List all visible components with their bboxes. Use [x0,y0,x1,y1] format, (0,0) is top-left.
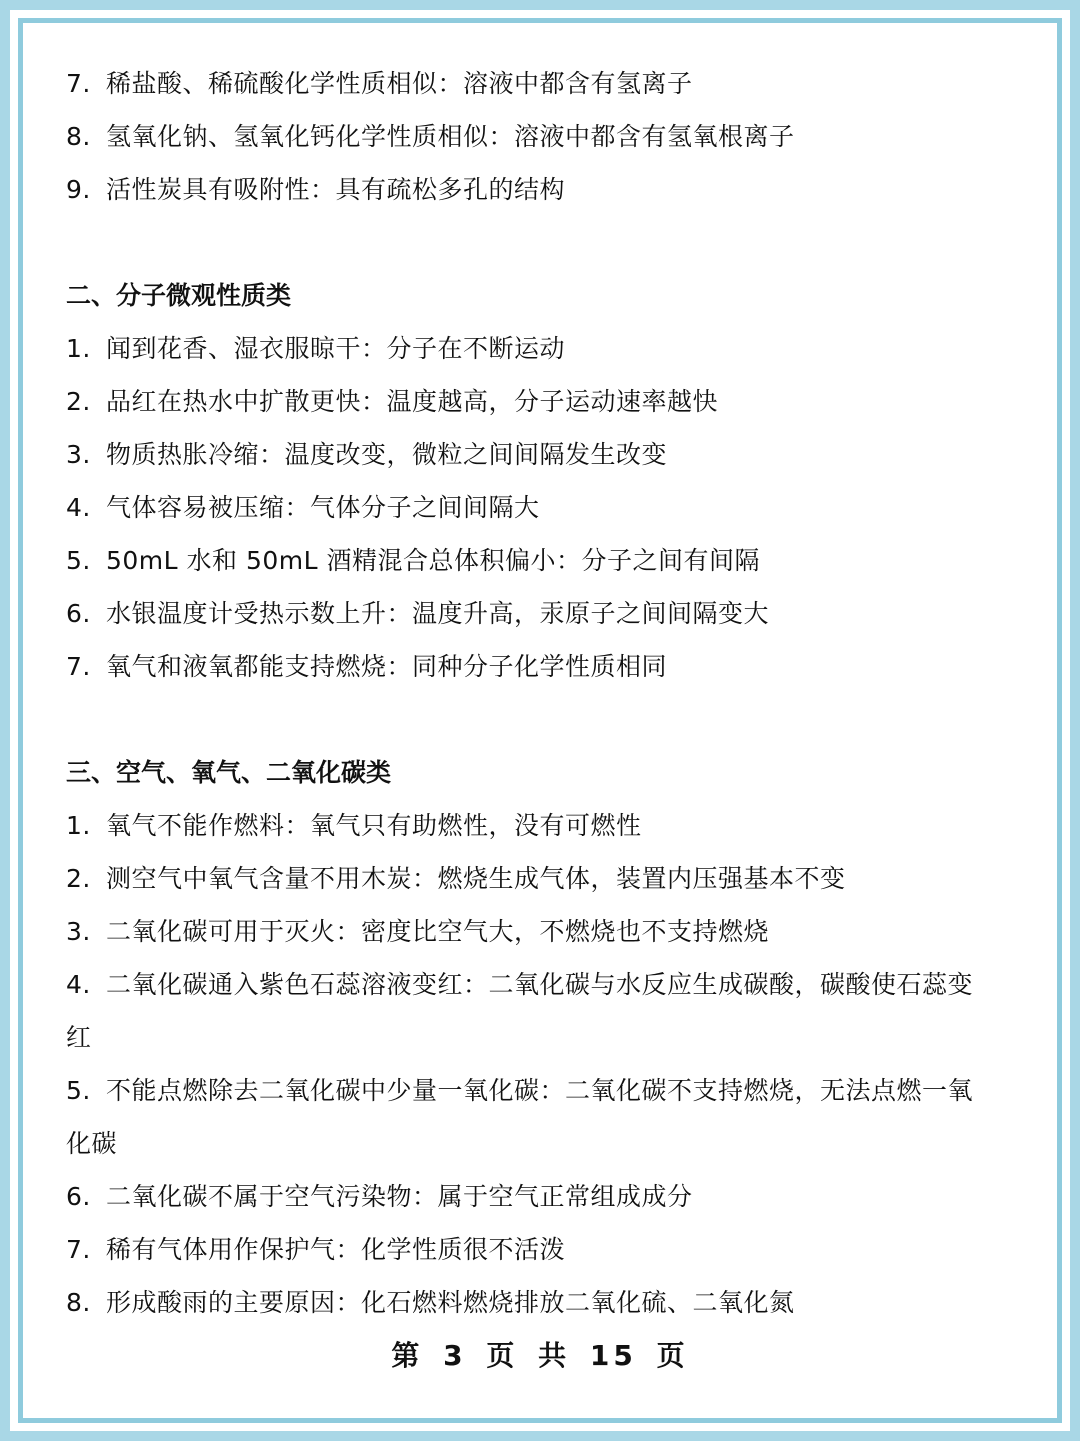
item-number: 6. [66,1182,91,1211]
list-item-continuation: 化碳 [66,1129,118,1158]
list-item [66,1064,1016,1117]
item-number: 2. [66,864,91,893]
list-item [66,799,1016,852]
list-item [66,375,1016,428]
item-number: 5. [66,1076,91,1105]
item-text: 二氧化碳通入紫色石蕊溶液变红：二氧化碳与水反应生成碳酸，碳酸使石蕊变 [106,970,974,999]
list-item [66,587,1016,640]
item-text: 氢氧化钠、氢氧化钙化学性质相似：溶液中都含有氢氧根离子 [106,122,795,151]
list-item [66,481,1016,534]
item-number: 4. [66,970,91,999]
list-item [66,322,1016,375]
item-text: 二氧化碳不属于空气污染物：属于空气正常组成成分 [106,1182,693,1211]
list-item [66,852,1016,905]
item-number: 3. [66,440,91,469]
item-number: 2. [66,387,91,416]
item-number: 3. [66,917,91,946]
section-spacer [66,216,1016,269]
section-spacer [66,693,1016,746]
list-item [66,1223,1016,1276]
item-number: 8. [66,1288,91,1317]
list-item [66,958,1016,1011]
item-number: 7. [66,1235,91,1264]
item-text: 活性炭具有吸附性：具有疏松多孔的结构 [106,175,566,204]
item-number: 7. [66,652,91,681]
item-text: 物质热胀冷缩：温度改变，微粒之间间隔发生改变 [106,440,668,469]
item-number: 4. [66,493,91,522]
item-number: 5. [66,546,91,575]
item-text: 氧气和液氧都能支持燃烧：同种分子化学性质相同 [106,652,668,681]
item-number: 1. [66,334,91,363]
item-text: 气体容易被压缩：气体分子之间间隔大 [106,493,540,522]
list-item [66,57,1016,110]
item-number: 6. [66,599,91,628]
list-item [66,110,1016,163]
list-item [66,534,1016,587]
list-item [66,1170,1016,1223]
item-text: 品红在热水中扩散更快：温度越高，分子运动速率越快 [106,387,719,416]
item-text: 不能点燃除去二氧化碳中少量一氧化碳：二氧化碳不支持燃烧，无法点燃一氧 [106,1076,974,1105]
item-text: 形成酸雨的主要原因：化石燃料燃烧排放二氧化硫、二氧化氮 [106,1288,795,1317]
item-number: 1. [66,811,91,840]
document-content [66,57,1016,1329]
list-item [66,1276,1016,1329]
item-text: 50mL 水和 50mL 酒精混合总体积偏小：分子之间有间隔 [106,546,761,575]
list-item-continuation: 红 [66,1023,92,1052]
item-number: 9. [66,175,91,204]
item-text: 氧气不能作燃料：氧气只有助燃性，没有可燃性 [106,811,642,840]
item-text: 测空气中氧气含量不用木炭：燃烧生成气体，装置内压强基本不变 [106,864,846,893]
list-item [66,640,1016,693]
item-number: 8. [66,122,91,151]
item-text: 稀有气体用作保护气：化学性质很不活泼 [106,1235,566,1264]
list-item [66,428,1016,481]
item-number: 7. [66,69,91,98]
item-text: 二氧化碳可用于灭火：密度比空气大，不燃烧也不支持燃烧 [106,917,770,946]
list-item [66,905,1016,958]
item-text: 闻到花香、湿衣服晾干：分子在不断运动 [106,334,566,363]
list-item [66,163,1016,216]
page-number: 第 3 页 共 15 页 [391,1339,689,1372]
section-heading: 三、空气、氧气、二氧化碳类 [66,758,392,787]
item-text: 水银温度计受热示数上升：温度升高，汞原子之间间隔变大 [106,599,770,628]
section-heading: 二、分子微观性质类 [66,281,292,310]
item-text: 稀盐酸、稀硫酸化学性质相似：溶液中都含有氢离子 [106,69,693,98]
